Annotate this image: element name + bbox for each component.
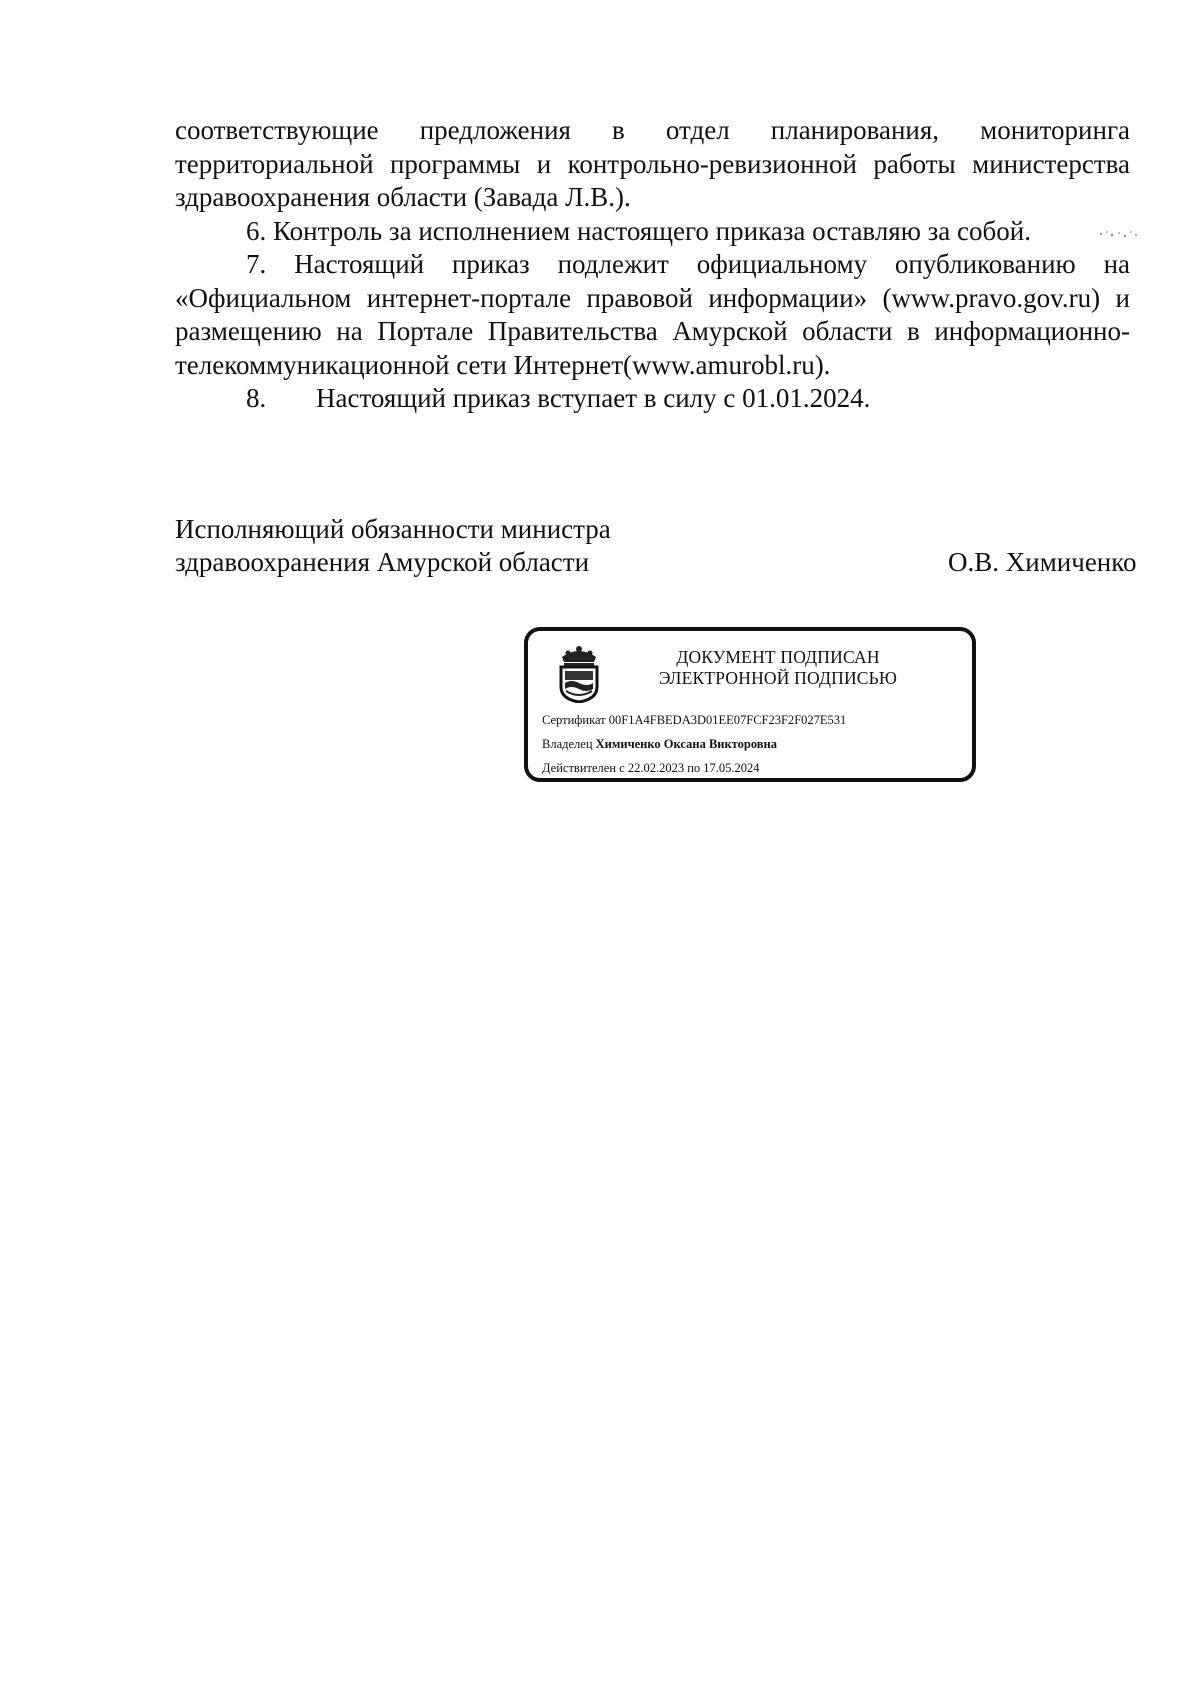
stamp-title-line-2: ЭЛЕКТРОННОЙ ПОДПИСЬЮ (658, 668, 898, 688)
signer-position-line-2: здравоохранения Амурской области (175, 547, 590, 577)
paragraph-8 (175, 382, 1130, 416)
valid-to-prefix: по (687, 761, 701, 775)
paragraph-8-text: Настоящий приказ вступает в силу с 01.01.2024. (316, 383, 871, 413)
valid-to: 17.05.2024 (703, 761, 760, 775)
stamp-title-line-1: ДОКУМЕНТ ПОДПИСАН (676, 647, 880, 667)
certificate-label: Сертификат (542, 713, 606, 727)
valid-from-prefix: с (619, 761, 625, 775)
signer-position (175, 513, 611, 579)
signer-name: О.В. Химиченко (948, 547, 1137, 577)
electronic-signature-stamp (524, 627, 976, 782)
order-body (175, 114, 1130, 416)
paragraph-8-number: 8. (246, 383, 267, 413)
stamp-owner (542, 736, 777, 752)
certificate-value: 00F1A4FBEDA3D01EE07FCF23F2F027E531 (608, 713, 847, 727)
owner-label: Владелец (542, 737, 593, 751)
stamp-validity (542, 760, 760, 776)
valid-from: 22.02.2023 (627, 761, 685, 775)
signer-position-line-1: Исполняющий обязанности министра (175, 514, 611, 544)
stamp-certificate (542, 712, 846, 728)
paragraph-continuation: соответствующие предложения в отдел планирования, мониторинга территориальной программы и контрольно-ревизионной работы министерства здравоохранения области (Завада Л.В.). (175, 115, 1130, 212)
scan-artifact-icon (1095, 224, 1141, 242)
paragraph-6: 6. Контроль за исполнением настоящего приказа оставляю за собой. (246, 215, 1031, 246)
paragraph-7: 7. Настоящий приказ подлежит официальному опубликованию на «Официальном интернет-портале правовой информации» (www.pravo.gov.ru) и размещению на Портале Правительства Амурской области в информационно-телекоммуникационной сети Интернет(www.amurobl.ru). (175, 249, 1130, 380)
coat-of-arms-icon (556, 645, 602, 703)
owner-value: Химиченко Оксана Викторовна (595, 737, 778, 751)
valid-label: Действителен (542, 761, 617, 775)
stamp-title (628, 647, 928, 689)
